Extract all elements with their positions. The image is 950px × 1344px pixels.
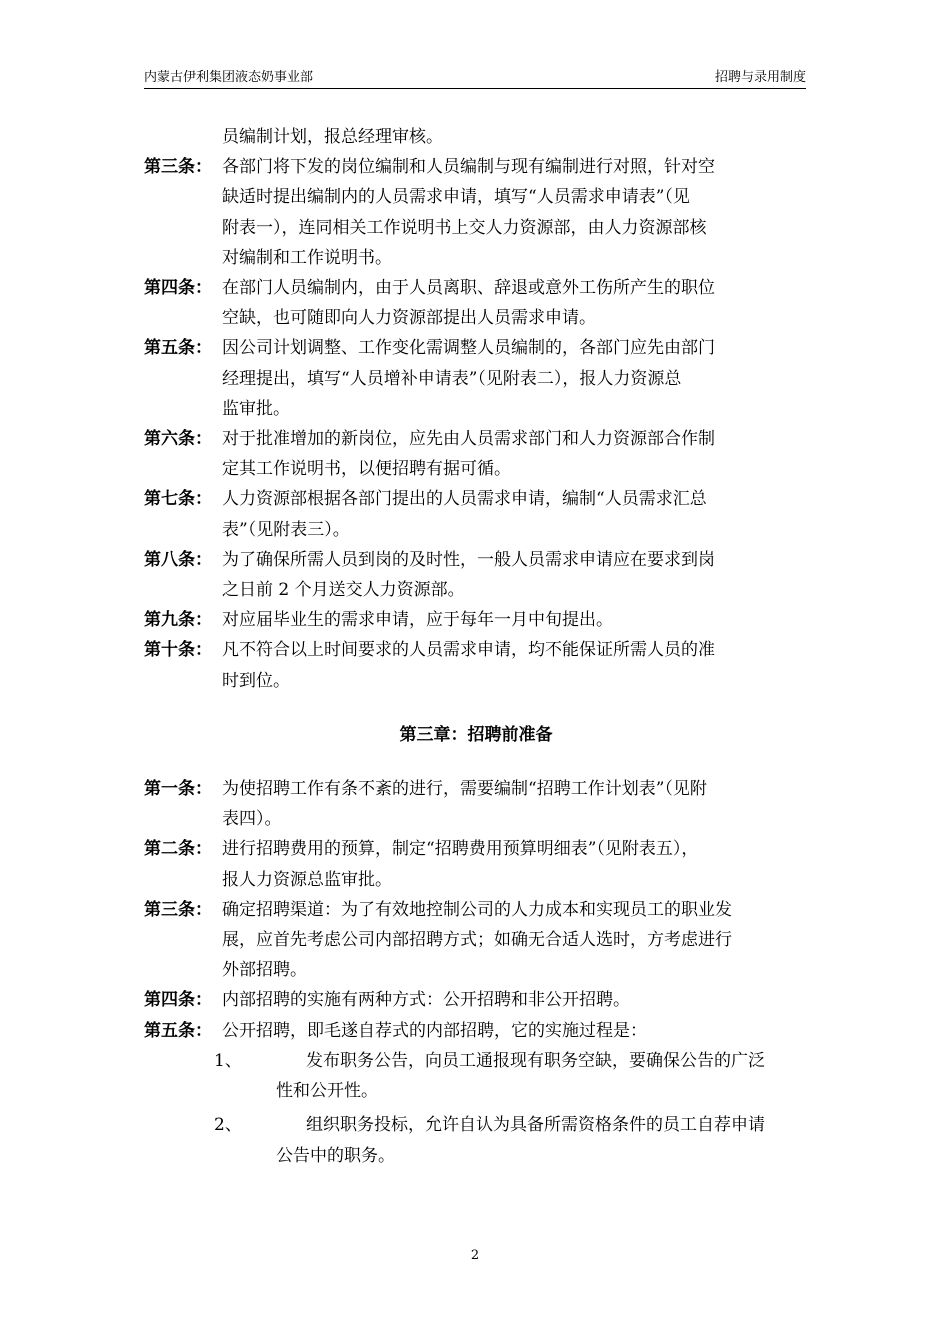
article-label: 第十条： bbox=[144, 640, 212, 661]
text-line bbox=[144, 303, 808, 333]
text-line bbox=[144, 865, 808, 895]
article-text: 缺适时提出编制内的人员需求申请，填写“人员需求申请表”（见 bbox=[222, 187, 690, 208]
list-item-number: 1、 bbox=[214, 1050, 242, 1071]
text-line bbox=[144, 454, 808, 484]
article-text: 展，应首先考虑公司内部招聘方式；如确无合适人选时，方考虑进行 bbox=[222, 930, 732, 951]
article-text: 确定招聘渠道：为了有效地控制公司的人力成本和实现员工的职业发 bbox=[222, 899, 732, 920]
article-text: 时到位。 bbox=[222, 670, 290, 691]
article-text: 为了确保所需人员到岗的及时性，一般人员需求申请应在要求到岗 bbox=[222, 549, 715, 570]
text-line bbox=[144, 666, 808, 696]
article-text: 内部招聘的实施有两种方式：公开招聘和非公开招聘。 bbox=[222, 990, 630, 1011]
text-line bbox=[144, 1016, 808, 1046]
article bbox=[144, 424, 808, 484]
section-requirements bbox=[144, 122, 808, 696]
article-text: 之日前 2 个月送交人力资源部。 bbox=[222, 580, 465, 601]
article-text: 表四）。 bbox=[222, 809, 282, 830]
article bbox=[144, 985, 808, 1015]
article-text: 因公司计划调整、工作变化需调整人员编制的，各部门应先由部门 bbox=[222, 338, 715, 359]
text-line bbox=[144, 243, 808, 273]
article-text: 空缺，也可随即向人力资源部提出人员需求申请。 bbox=[222, 308, 596, 329]
article bbox=[144, 635, 808, 695]
article-text: 员编制计划，报总经理审核。 bbox=[222, 127, 443, 147]
article bbox=[144, 273, 808, 333]
article-label: 第五条： bbox=[144, 1020, 212, 1041]
page-number: 2 bbox=[470, 1248, 480, 1263]
list-item-text: 组织职务投标，允许自认为具备所需资格条件的员工自荐申请 bbox=[306, 1115, 765, 1136]
article-text: 在部门人员编制内，由于人员离职、辞退或意外工伤所产生的职位 bbox=[222, 278, 715, 299]
header-department: 内蒙古伊利集团液态奶事业部 bbox=[144, 70, 314, 85]
article-text: 报人力资源总监审批。 bbox=[222, 869, 392, 890]
article-label: 第一条： bbox=[144, 779, 212, 800]
text-line bbox=[144, 213, 808, 243]
article-label: 第四条： bbox=[144, 990, 212, 1011]
article bbox=[144, 605, 808, 635]
article-text: 经理提出，填写“人员增补申请表”（见附表二），报人力资源总 bbox=[222, 368, 682, 389]
article-label: 第二条： bbox=[144, 839, 212, 860]
list-item bbox=[144, 1141, 808, 1171]
text-line bbox=[144, 985, 808, 1015]
text-line bbox=[144, 182, 808, 212]
text-line bbox=[144, 955, 808, 985]
article bbox=[144, 333, 808, 424]
list-item bbox=[144, 1076, 808, 1106]
article-text: 对编制和工作说明书。 bbox=[222, 247, 392, 268]
article-text: 各部门将下发的岗位编制和人员编制与现有编制进行对照，针对空 bbox=[222, 157, 715, 178]
article-text: 进行招聘费用的预算，制定“招聘费用预算明细表”（见附表五）， bbox=[222, 839, 699, 860]
text-line bbox=[144, 152, 808, 182]
text-line bbox=[144, 273, 808, 303]
header-document-title: 招聘与录用制度 bbox=[714, 70, 806, 85]
article-label: 第三条： bbox=[144, 899, 212, 920]
text-line bbox=[144, 484, 808, 514]
article bbox=[144, 1016, 808, 1046]
text-line bbox=[144, 515, 808, 545]
text-line bbox=[144, 635, 808, 665]
list-item bbox=[144, 1046, 808, 1076]
article-text: 人力资源部根据各部门提出的人员需求申请，编制“人员需求汇总 bbox=[222, 489, 707, 510]
text-line bbox=[144, 774, 808, 804]
article-label: 第八条： bbox=[144, 549, 212, 570]
list-item-text: 性和公开性。 bbox=[276, 1081, 378, 1102]
article-label: 第九条： bbox=[144, 610, 212, 631]
article bbox=[144, 545, 808, 605]
article-text: 监审批。 bbox=[222, 398, 290, 419]
text-line bbox=[144, 545, 808, 575]
page-header bbox=[144, 66, 806, 89]
article bbox=[144, 895, 808, 986]
article-text: 附表一），连同相关工作说明书上交人力资源部，由人力资源部核 bbox=[222, 217, 707, 238]
article-text: 公开招聘，即毛遂自荐式的内部招聘，它的实施过程是： bbox=[222, 1020, 647, 1041]
article-text: 表”（见附表三）。 bbox=[222, 519, 350, 540]
text-line bbox=[144, 333, 808, 363]
article-label: 第六条： bbox=[144, 429, 212, 450]
article bbox=[144, 122, 808, 152]
article-text: 外部招聘。 bbox=[222, 960, 307, 981]
list-item-text: 公告中的职务。 bbox=[276, 1145, 395, 1166]
chapter-title: 第三章：招聘前准备 bbox=[399, 724, 553, 745]
list-item-text: 发布职务公告，向员工通报现有职务空缺，要确保公告的广泛 bbox=[306, 1050, 765, 1071]
article-text: 对应届毕业生的需求申请，应于每年一月中旬提出。 bbox=[222, 610, 613, 631]
article-label: 第五条： bbox=[144, 338, 212, 359]
document-body bbox=[144, 122, 808, 1175]
section-preparation bbox=[144, 774, 808, 1046]
article bbox=[144, 484, 808, 544]
article bbox=[144, 834, 808, 894]
procedure-list bbox=[144, 1046, 808, 1175]
text-line bbox=[144, 394, 808, 424]
text-line bbox=[144, 895, 808, 925]
text-line bbox=[144, 605, 808, 635]
article-text: 凡不符合以上时间要求的人员需求申请，均不能保证所需人员的准 bbox=[222, 640, 715, 661]
article-label: 第四条： bbox=[144, 278, 212, 299]
text-line bbox=[144, 804, 808, 834]
article bbox=[144, 152, 808, 273]
text-line bbox=[144, 834, 808, 864]
text-line bbox=[144, 364, 808, 394]
article-text: 定其工作说明书，以便招聘有据可循。 bbox=[222, 459, 511, 480]
text-line bbox=[144, 575, 808, 605]
list-item-number: 2、 bbox=[214, 1115, 242, 1136]
article-label: 第七条： bbox=[144, 489, 212, 510]
text-line bbox=[144, 122, 808, 152]
article bbox=[144, 774, 808, 834]
article-label: 第三条： bbox=[144, 157, 212, 178]
text-line bbox=[144, 424, 808, 454]
article-text: 为使招聘工作有条不紊的进行，需要编制“招聘工作计划表”（见附 bbox=[222, 779, 707, 800]
text-line bbox=[144, 925, 808, 955]
article-text: 对于批准增加的新岗位，应先由人员需求部门和人力资源部合作制 bbox=[222, 429, 715, 450]
list-item bbox=[144, 1110, 808, 1140]
